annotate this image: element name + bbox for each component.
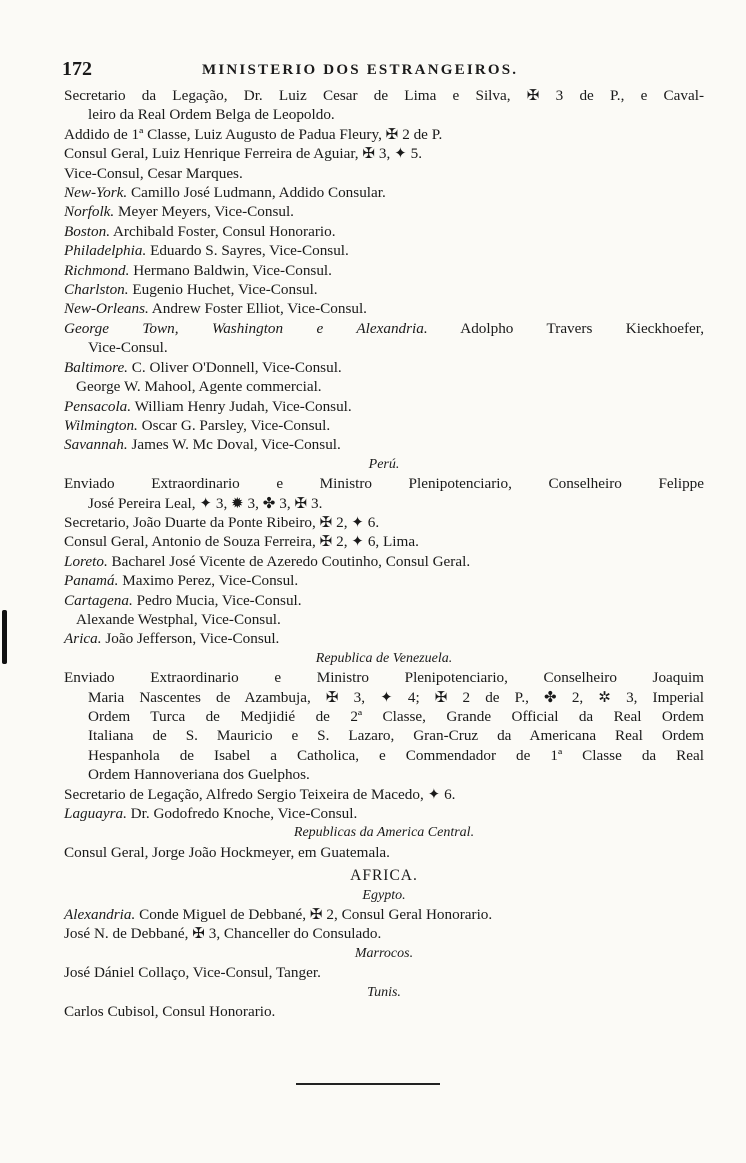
entry-text: Eugenio Huchet, Vice-Consul.	[128, 281, 318, 299]
entry-text: Pedro Mucia, Vice-Consul.	[132, 591, 302, 609]
entry-line	[64, 494, 704, 513]
place-name: Arica.	[64, 630, 102, 648]
place-name: New-Orleans.	[64, 300, 149, 318]
entry-line	[64, 513, 704, 532]
entry-line	[64, 963, 704, 982]
entry-text: Secretario, João Duarte da Ponte Ribeiro, ✠ 2, ✦ 6.	[64, 513, 380, 531]
entry-text: Consul Geral, Luiz Henrique Ferreira de Aguiar, ✠ 3, ✦ 5.	[64, 145, 423, 163]
entry-line	[64, 785, 704, 804]
section-heading: Republica de Venezuela.	[315, 650, 453, 666]
entry-text: Enviado Extraordinario e Ministro Plenipotenciario, Conselheiro Joaquim	[64, 669, 704, 687]
entry-line	[64, 397, 704, 416]
section-heading: Egypto.	[362, 887, 406, 903]
entry-text: Oscar G. Parsley, Vice-Consul.	[137, 416, 331, 434]
entry-text: Consul Geral, Jorge João Hockmeyer, em Guatemala.	[64, 843, 390, 861]
entry-text: José Dániel Collaço, Vice-Consul, Tanger.	[64, 964, 321, 982]
place-name: Alexandria.	[64, 906, 136, 924]
entry-text: José N. de Debbané, ✠ 3, Chanceller do Consulado.	[64, 925, 382, 943]
entry-text: C. Oliver O'Donnell, Vice-Consul.	[127, 358, 342, 376]
section-heading: AFRICA.	[350, 867, 418, 885]
entry-line	[64, 338, 704, 357]
entry-line	[64, 765, 704, 784]
entry-line	[64, 532, 704, 551]
entry-line	[64, 571, 704, 590]
entry-line	[64, 202, 704, 221]
entry-text: leiro da Real Ordem Belga de Leopoldo.	[88, 106, 335, 124]
entry-line	[64, 144, 704, 163]
place-name: Philadelphia.	[64, 242, 147, 260]
entry-text: Maria Nascentes de Azambuja, ✠ 3, ✦ 4; ✠ 2 de P., ✤ 2, ✲ 3, Imperial	[88, 688, 704, 706]
entry-line	[64, 222, 704, 241]
entry-line	[64, 591, 704, 610]
page-number: 172	[62, 58, 92, 80]
page-header	[62, 58, 702, 84]
entry-text: Vice-Consul.	[88, 339, 168, 357]
entry-line	[64, 435, 704, 454]
entry-line	[64, 86, 704, 105]
place-name: Pensacola.	[64, 397, 132, 415]
entry-line	[64, 183, 704, 202]
margin-ink-mark	[2, 610, 7, 664]
place-name: Baltimore.	[64, 358, 128, 376]
entry-line	[64, 299, 704, 318]
place-name: Savannah.	[64, 436, 128, 454]
entry-text: Ordem Turca de Medjidié de 2ª Classe, Grande Official da Real Ordem	[88, 708, 704, 725]
entry-text: Meyer Meyers, Vice-Consul.	[114, 203, 294, 221]
entry-line	[64, 707, 704, 726]
entry-text: Andrew Foster Elliot, Vice-Consul.	[148, 300, 367, 318]
entry-text: James W. Mc Doval, Vice-Consul.	[127, 436, 341, 454]
entry-line	[64, 125, 704, 144]
entry-line	[64, 668, 704, 687]
entry-text: Maximo Perez, Vice-Consul.	[118, 572, 299, 590]
entry-text: Enviado Extraordinario e Ministro Plenipotenciario, Conselheiro Felippe	[64, 475, 704, 493]
entry-text: Vice-Consul, Cesar Marques.	[64, 164, 243, 182]
running-title: MINISTERIO DOS ESTRANGEIROS.	[202, 62, 519, 78]
place-name: Cartagena.	[64, 591, 133, 609]
entry-text: Bacharel José Vicente de Azeredo Coutinho, Consul Geral.	[107, 552, 471, 570]
entry-line	[64, 241, 704, 260]
entry-line	[64, 377, 704, 396]
page-body	[64, 86, 704, 1022]
entry-text: José Pereira Leal, ✦ 3, ✹ 3, ✤ 3, ✠ 3.	[88, 494, 323, 512]
entry-line	[64, 1002, 704, 1021]
entry-line	[64, 610, 704, 629]
entry-line	[64, 164, 704, 183]
place-name: New-York.	[64, 184, 128, 202]
entry-line	[64, 416, 704, 435]
entry-text: Eduardo S. Sayres, Vice-Consul.	[146, 242, 349, 260]
entry-line	[64, 280, 704, 299]
entry-text: Addido de 1ª Classe, Luiz Augusto de Padua Fleury, ✠ 2 de P.	[64, 125, 443, 143]
entry-text: Archibald Foster, Consul Honorario.	[110, 222, 336, 240]
place-name: Laguayra.	[64, 805, 127, 823]
entry-text: Consul Geral, Antonio de Souza Ferreira, ✠ 2, ✦ 6, Lima.	[64, 533, 419, 551]
entry-text: Carlos Cubisol, Consul Honorario.	[64, 1003, 276, 1021]
entry-text: Secretario de Legação, Alfredo Sergio Teixeira de Macedo, ✦ 6.	[64, 785, 456, 803]
end-rule	[296, 1083, 440, 1085]
place-name: Loreto.	[64, 552, 108, 570]
place-name: Charlston.	[64, 281, 129, 299]
place-name: Wilmington.	[64, 416, 138, 434]
entry-line	[64, 629, 704, 648]
entry-line	[64, 552, 704, 571]
entry-line	[64, 726, 704, 745]
entry-line	[64, 261, 704, 280]
section-heading: Tunis.	[367, 984, 401, 1000]
entry-line	[64, 474, 704, 493]
place-name: George Town, Washington e Alexandria.	[64, 319, 428, 337]
entry-text: Secretario da Legação, Dr. Luiz Cesar de Lima e Silva, ✠ 3 de P., e Caval-	[64, 87, 704, 104]
section-heading: Marrocos.	[354, 945, 414, 961]
section-heading: Republicas da America Central.	[293, 825, 475, 841]
entry-line	[64, 924, 704, 943]
entry-text: Hespanhola de Isabel a Catholica, e Commendador de 1ª Classe da Real	[88, 746, 704, 764]
entry-line	[64, 905, 704, 924]
entry-line	[64, 804, 704, 823]
entry-text: Alexande Westphal, Vice-Consul.	[76, 610, 281, 628]
place-name: Panamá.	[64, 572, 119, 590]
entry-line	[64, 843, 704, 862]
place-name: Norfolk.	[64, 203, 115, 221]
entry-text: William Henry Judah, Vice-Consul.	[131, 397, 352, 415]
entry-line	[64, 746, 704, 765]
entry-line	[64, 319, 704, 338]
entry-text: Adolpho Travers Kieckhoefer,	[427, 319, 704, 337]
entry-text: Ordem Hannoveriana dos Guelphos.	[88, 766, 310, 784]
entry-text: João Jefferson, Vice-Consul.	[101, 630, 280, 648]
entry-line	[64, 688, 704, 707]
section-heading: Perú.	[368, 456, 400, 472]
place-name: Richmond.	[64, 261, 130, 279]
entry-text: Dr. Godofredo Knoche, Vice-Consul.	[126, 805, 358, 823]
entry-text: Italiana de S. Mauricio e S. Lazaro, Gran-Cruz da Americana Real Ordem	[88, 727, 704, 745]
entry-line	[64, 358, 704, 377]
place-name: Boston.	[64, 222, 110, 240]
entry-text: Camillo José Ludmann, Addido Consular.	[127, 184, 386, 202]
entry-text: George W. Mahool, Agente commercial.	[76, 378, 322, 396]
entry-text: Hermano Baldwin, Vice-Consul.	[129, 261, 332, 279]
entry-line	[64, 105, 704, 124]
entry-text: Conde Miguel de Debbané, ✠ 2, Consul Geral Honorario.	[135, 906, 493, 924]
